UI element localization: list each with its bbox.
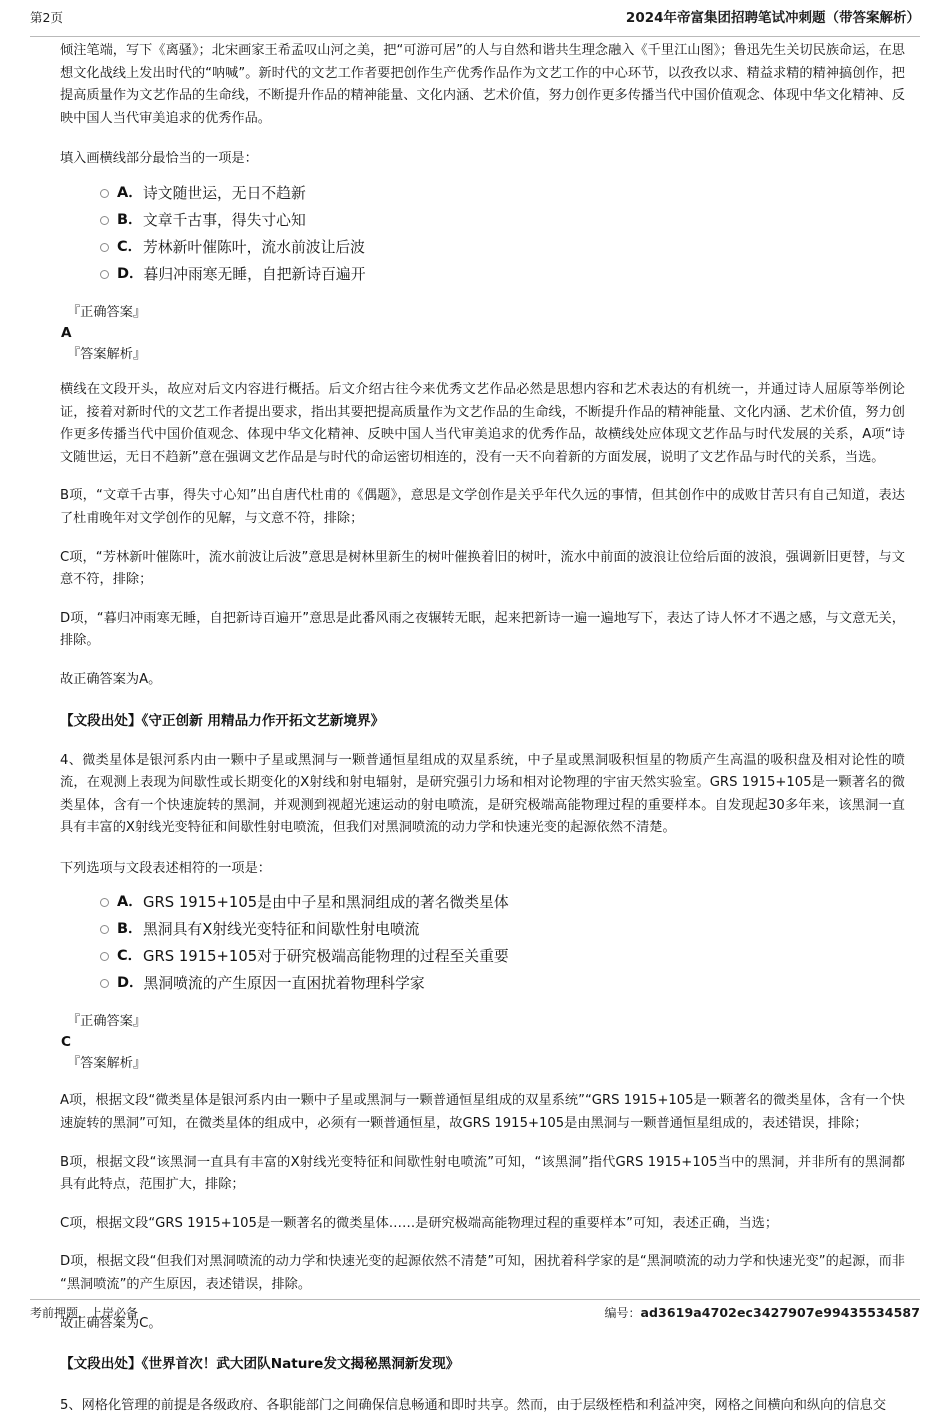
option-text: GRS 1915+105是由中子星和黑洞组成的著名微类星体 (143, 894, 509, 912)
question3-analysis-c: C项，“芳林新叶催陈叶，流水前波让后波”意思是树林里新生的树叶催换着旧的树叶，流水中前面的波浪让位给后面的波浪，强调新旧更替，与文意不符，排除； (60, 549, 905, 588)
question3-analysis-label: 『答案解析』 (67, 346, 147, 362)
option-letter: D． (117, 975, 144, 992)
option-row[interactable] (100, 234, 905, 261)
question3-conclusion: 故正确答案为A。 (60, 671, 162, 687)
source-label: 【文段出处】 (60, 712, 142, 729)
question3-answer-label: 『正确答案』 (67, 304, 147, 320)
page-footer (30, 1299, 920, 1331)
source-title: 《守正创新 用精品力作开拓文艺新境界》 (141, 712, 385, 729)
radio-icon[interactable] (100, 270, 109, 279)
question4-answer-value: C (61, 1034, 71, 1051)
page-number-label: 第2页 (30, 10, 63, 25)
footer-code-value: ad3619a4702ec3427907e99435534587 (640, 1305, 920, 1320)
radio-icon[interactable] (100, 189, 109, 198)
question3-analysis-b: B项，“文章千古事，得失寸心知”出自唐代杜甫的《偶题》，意思是文学创作是关乎年代久远的事情，但其创作中的成败甘苦只有自己知道，表达了杜甫晚年对文学创作的见解，与文意不符，排除； (60, 488, 905, 526)
option-text: 文章千古事，得失寸心知 (143, 211, 306, 229)
option-row[interactable] (100, 180, 905, 207)
radio-icon[interactable] (100, 979, 109, 988)
question4-conclusion: 故正确答案为C。 (60, 1315, 162, 1331)
option-text: 诗文随世运，无日不趋新 (143, 184, 306, 202)
option-letter: C． (117, 948, 143, 965)
option-text: 黑洞具有X射线光变特征和间歇性射电喷流 (143, 921, 420, 939)
option-text: 黑洞喷流的产生原因一直困扰着物理科学家 (143, 975, 425, 993)
option-text: GRS 1915+105对于研究极端高能物理的过程至关重要 (143, 948, 509, 966)
option-letter: D． (117, 265, 144, 282)
question4-analysis-a: A项，根据文段“微类星体是银河系内由一颗中子星或黑洞与一颗普通恒星组成的双星系统”“GRS 1915+105是一颗著名的微类星体，含有一个快速旋转的黑洞”可知，在微类星体的组成中，必须有一颗普通恒星，故GRS 1915+105是由黑洞与一颗普通恒星组成的，表述错误，排除； (60, 1093, 905, 1132)
question4-answer-label: 『正确答案』 (67, 1014, 147, 1030)
radio-icon[interactable] (100, 925, 109, 934)
question3-source (60, 710, 905, 732)
radio-icon[interactable] (100, 216, 109, 225)
page-content (60, 40, 905, 1418)
option-letter: C． (117, 238, 143, 255)
question3-stem: 填入画横线部分最恰当的一项是： (60, 151, 258, 167)
radio-icon[interactable] (100, 952, 109, 961)
question4-passage: 4、微类星体是银河系内由一颗中子星或黑洞与一颗普通恒星组成的双星系统，中子星或黑洞吸积恒星的物质产生高温的吸积盘及相对论性的喷流，在观测上表现为间歇性或长期变化的X射线和射电辐射，是研究强引力场和相对论物理的宇宙天然实验室。GRS 1915+105是一颗著名的微类星体，含有一个快速旋转的黑洞，并观测到视超光速运动的射电喷流，是研究极端高能物理过程的重要样本。自发现起30多年来，该黑洞一直具有丰富的X射线光变特征和间歇性射电喷流，但我们对黑洞喷流的动力学和快速光变的起源依然不清楚。 (60, 752, 905, 836)
option-row[interactable] (100, 207, 905, 234)
question4-analysis-b: B项，根据文段“该黑洞一直具有丰富的X射线光变特征和间歇性射电喷流”可知，“该黑洞”指代GRS 1915+105当中的黑洞，并非所有的黑洞都具有此特点，范围扩大，排除； (60, 1154, 905, 1193)
page-header (30, 10, 920, 37)
question3-analysis-d: D项，“暮归冲雨寒无睡，自把新诗百遍开”意思是此番风雨之夜辗转无眠，起来把新诗一遍一遍地写下，表达了诗人怀才不遇之感，与文意无关，排除。 (60, 610, 905, 649)
source-title: 《世界首次！武大团队Nature发文揭秘黑洞新发现》 (141, 1356, 460, 1373)
question5-passage: 5、网格化管理的前提是各级政府、各职能部门之间确保信息畅通和即时共享。然而，由于层级桎梏和利益冲突，网格之间横向和纵向的信息交 (60, 1398, 887, 1414)
footer-code-label: 编号： (604, 1306, 641, 1320)
question4-options (60, 889, 905, 997)
question4-stem: 下列选项与文段表述相符的一项是： (60, 860, 271, 876)
option-row[interactable] (100, 261, 905, 288)
question4-source (60, 1353, 905, 1375)
question3-options (60, 180, 905, 288)
question4-analysis-c: C项，根据文段“GRS 1915+105是一颗著名的微类星体……是研究极端高能物理过程的重要样本”可知，表述正确，当选； (60, 1215, 779, 1231)
option-text: 暮归冲雨寒无睡，自把新诗百遍开 (143, 265, 366, 283)
option-letter: B． (117, 211, 143, 228)
option-row[interactable] (100, 889, 905, 916)
option-text: 芳林新叶催陈叶，流水前波让后波 (143, 238, 365, 256)
footer-slogan: 考前押题，上岸必备 (30, 1306, 139, 1320)
radio-icon[interactable] (100, 898, 109, 907)
option-letter: A． (117, 184, 143, 201)
source-label: 【文段出处】 (60, 1356, 142, 1373)
radio-icon[interactable] (100, 243, 109, 252)
question3-analysis-main: 横线在文段开头，故应对后文内容进行概括。后文介绍古往今来优秀文艺作品必然是思想内容和艺术表达的有机统一，并通过诗人屈原等举例论证，接着对新时代的文艺工作者提出要求，指出其要把提高质量作为文艺作品的生命线，不断提升作品的精神能量、文化内涵、艺术价值，努力创作更多传播当代中国价值观念、体现中华文化精神、反映中国人当代审美追求的优秀作品，故横线处应体现文艺作品与时代发展的关系，A项“诗文随世运，无日不趋新”意在强调文艺作品是与时代的命运密切相连的，没有一天不向着新的方面发展，说明了文艺作品与时代的关系，当选。 (60, 381, 905, 465)
option-row[interactable] (100, 916, 905, 943)
footer-code (604, 1305, 920, 1321)
option-row[interactable] (100, 943, 905, 970)
option-row[interactable] (100, 970, 905, 997)
intro-paragraph: 倾注笔端，写下《离骚》；北宋画家王希孟叹山河之美，把“可游可居”的人与自然和谐共生理念融入《千里江山图》；鲁迅先生关切民族命运，在思想文化战线上发出时代的“呐喊”。新时代的文艺工作者要把创作生产优秀作品作为文艺工作的中心环节，以孜孜以求、精益求精的精神搞创作，把提高质量作为文艺作品的生命线，不断提升作品的精神能量、文化内涵、艺术价值，努力创作更多传播当代中国价值观念、体现中华文化精神、反映中国人当代审美追求的优秀作品。 (60, 43, 905, 126)
question3-answer-value: A (61, 324, 72, 341)
document-title: 2024年帝富集团招聘笔试冲刺题（带答案解析） (625, 10, 920, 26)
option-letter: A． (117, 894, 143, 911)
option-letter: B． (117, 921, 143, 938)
question4-analysis-label: 『答案解析』 (67, 1056, 147, 1072)
question4-analysis-d: D项，根据文段“但我们对黑洞喷流的动力学和快速光变的起源依然不清楚”可知，困扰着科学家的是“黑洞喷流的动力学和快速光变”的起源，而非“黑洞喷流”的产生原因，表述错误，排除。 (60, 1254, 905, 1293)
